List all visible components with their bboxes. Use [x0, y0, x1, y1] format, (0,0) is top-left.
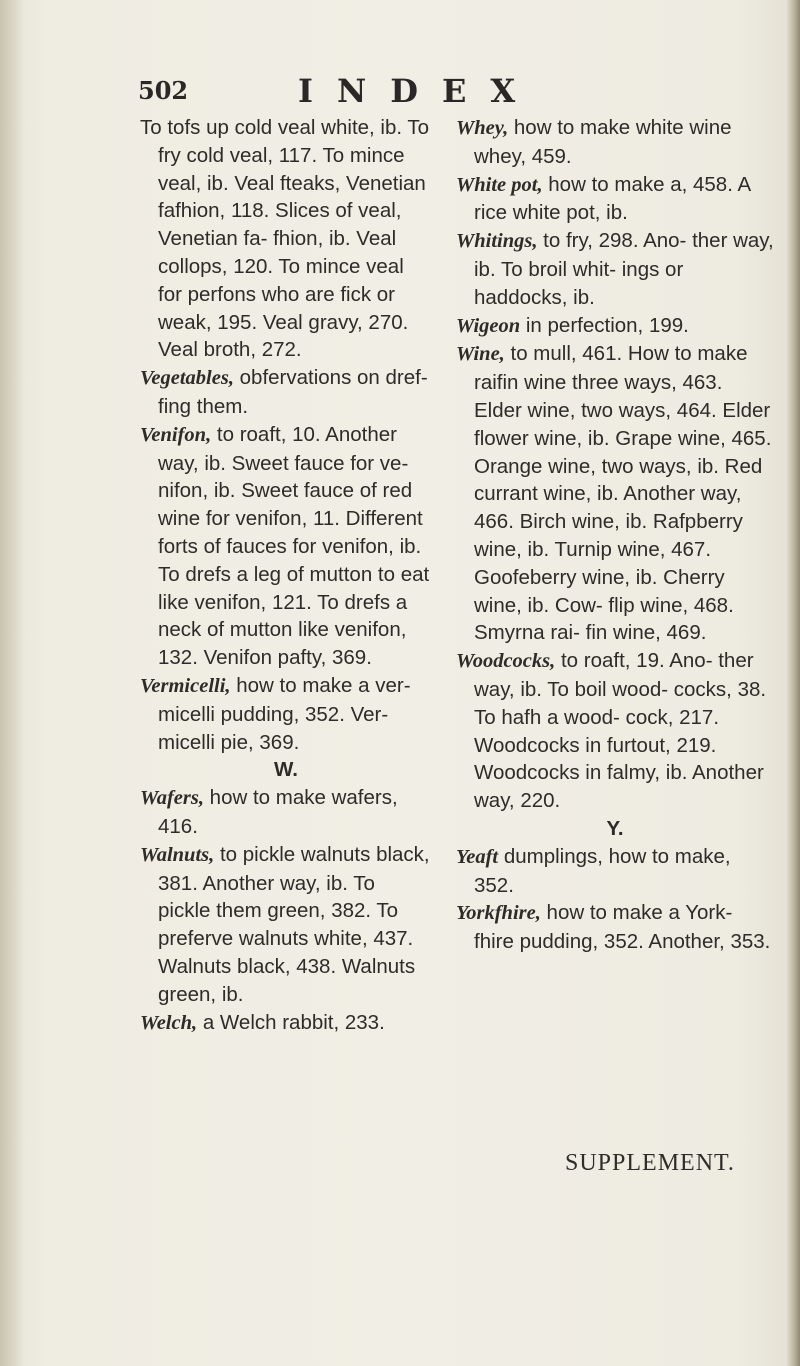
entry-headword: Wigeon	[456, 314, 521, 337]
running-head	[130, 72, 690, 112]
index-entry: Whey, how to make white wine whey, 459.	[456, 116, 732, 168]
index-entry: Whitings, to fry, 298. Ano- ther way, ib. To broil whit- ings or haddocks, ib.	[456, 229, 774, 309]
entry-headword: Woodcocks,	[456, 650, 556, 673]
left-column	[140, 114, 432, 1037]
section-letter: W.	[274, 758, 298, 782]
index-entry: Woodcocks, to roaft, 19. Ano- ther way, ib. To boil wood- cocks, 38. To hafh a wood- cock, 217. Woodcocks in furtout, 219. Woodcocks in falmy, ib. Another way, 220.	[456, 649, 767, 813]
right-column	[456, 114, 774, 956]
index-entry: White pot, how to make a, 458. A rice white pot, ib.	[456, 172, 750, 225]
index-entry: Welch, a Welch rabbit, 233.	[140, 1010, 385, 1034]
entry-headword: Walnuts,	[140, 843, 215, 866]
index-entry: Wine, to mull, 461. How to make raifin wine three ways, 463. Elder wine, two ways, 464. Elder flower wine, ib. Grape wine, 465. Orange wine, two ways, ib. Red currant wine, ib. Another way, 466. Birch wine, ib. Rafpberry wine, ib. Turnip wine, 467. Goofeberry wine, ib. Cherry wine, ib. Cow- flip wine, 468. Smyrna rai- fin wine, 469.	[456, 342, 772, 645]
page-edge	[786, 0, 800, 1366]
index-entry: Yeaft dumplings, how to make, 352.	[456, 844, 731, 897]
entry-headword: Venifon,	[140, 423, 212, 446]
catchword: SUPPLEMENT.	[565, 1150, 735, 1176]
entry-headword: Yorkfhire,	[456, 902, 541, 925]
index-entry: Vermicelli, how to make a ver- micelli pudding, 352. Ver- micelli pie, 369.	[140, 673, 411, 754]
index-entry: Yorkfhire, how to make a York- fhire pudding, 352. Another, 353.	[456, 901, 771, 954]
index-entry: Wafers, how to make wafers, 416.	[140, 786, 398, 838]
index-entry: To tofs up cold veal white, ib. To fry cold veal, 117. To mince veal, ib. Veal fteaks, Venetian fafhion, 118. Slices of veal, Venetian fa- fhion, ib. Veal collops, 120. To mince veal for perfons who are fick or weak, 195. Veal gravy, 270. Veal broth, 272.	[140, 116, 430, 362]
entry-headword: Yeaft	[456, 845, 499, 868]
entry-headword: White pot,	[456, 173, 543, 196]
entry-headword: Vegetables,	[140, 367, 234, 390]
page-title: INDEX	[298, 72, 540, 110]
entry-headword: Wafers,	[140, 787, 204, 810]
entry-headword: Vermicelli,	[140, 674, 231, 697]
entry-headword: Whitings,	[456, 230, 538, 253]
index-entry: Venifon, to roaft, 10. Another way, ib. Sweet fauce for ve- nifon, ib. Sweet fauce of red wine for venifon, 11. Different forts of fauces for venifon, ib. To drefs a leg of mutton to eat like venifon, 121. To drefs a neck of mutton like venifon, 132. Venifon pafty, 369.	[140, 422, 430, 670]
entry-headword: Whey,	[456, 117, 509, 139]
index-entry: Walnuts, to pickle walnuts black, 381. Another way, ib. To pickle them green, 382. To preferve walnuts white, 437. Walnuts black, 438. Walnuts green, ib.	[140, 842, 430, 1006]
page-gutter	[0, 0, 24, 1366]
section-letter: Y.	[606, 816, 624, 840]
entry-headword: Wine,	[456, 343, 505, 366]
page-number: 502	[138, 76, 189, 105]
entry-headword: Welch,	[140, 1011, 198, 1034]
index-entry: Wigeon in perfection, 199.	[456, 313, 689, 337]
index-entry: Vegetables, obfervations on dref- fing them.	[140, 366, 428, 418]
